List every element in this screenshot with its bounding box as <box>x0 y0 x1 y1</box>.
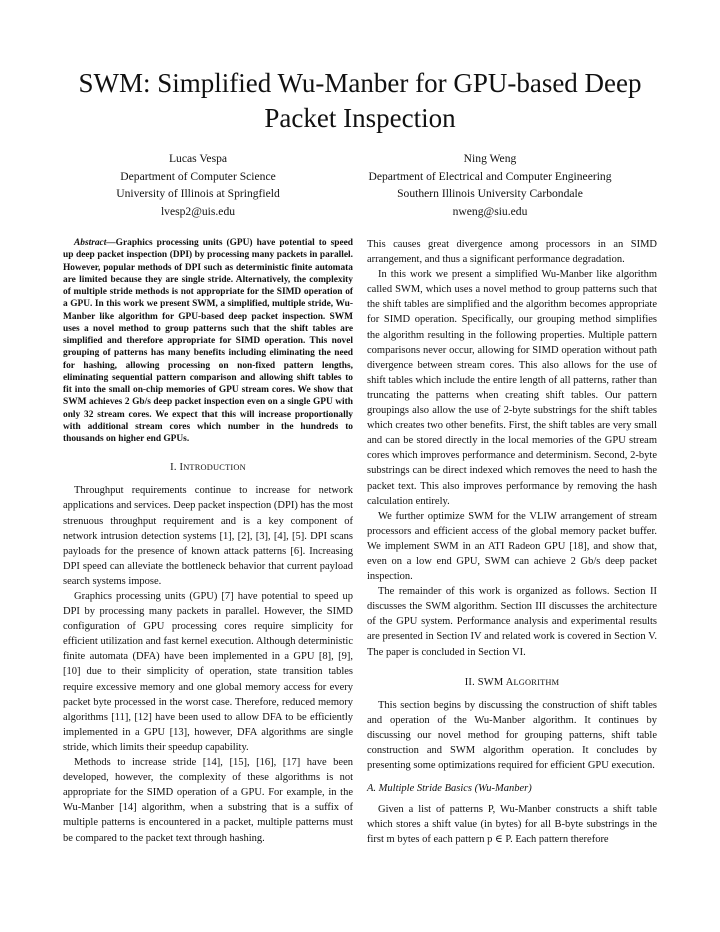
paper-title: SWM: Simplified Wu-Manber for GPU-based Deep Packet Inspection <box>78 68 642 133</box>
author-block-2 <box>320 150 660 220</box>
paragraph: Methods to increase stride [14], [15], [16], [17] have been developed, however, the complexity of these algorithms is not appropriate for the SIMD operation of a GPU. For example, in the Wu-Manber [14] algorithm, when a substring that is a suffix of multiple patterns is encountered in a packet, multiple patterns must be compared to the packet text through hashing. <box>63 757 353 844</box>
paragraph: This section begins by discussing the construction of shift tables and operation of the Wu-Manber algorithm. It continues by discussing our novel method for grouping patterns, shift table construction and SWM algorithm operation. It concludes by presenting some optimizations required for efficient GPU execution. <box>367 699 657 772</box>
section-title-rest: NTRODUCTION <box>183 463 246 473</box>
left-column <box>63 237 353 846</box>
section-number: I. <box>170 462 177 474</box>
paragraph: The remainder of this work is organized as follows. Section II discusses the SWM algorithm. Section III discusses the architecture of the GPU system. Performance analysis and experimental results are presented in Section IV and related work is covered in Section V. The paper is concluded in Section VI. <box>367 586 657 658</box>
abstract <box>63 237 353 445</box>
abstract-label: Abstract <box>74 238 107 248</box>
author-block-1 <box>78 150 318 220</box>
abstract-text: —Graphics processing units (GPU) have potential to speed up deep packet inspection (DPI) by processing many packets in parallel. However, popular methods of DPI such as deterministic finite automata are limited because they are single stride. Alternatively, the complexity of multiple stride methods is not appropriate for the SIMD operation of a GPU. In this work we present SWM, a simplified, multiple stride, Wu-Manber like algorithm for GPU-based deep packet inspection. SWM uses a novel method to group patterns such that the shift tables are simplified and therefore appropriate for SIMD operation. This novel grouping of patterns has many benefits including eliminating the need for hashing, allowing processing on non-fixed pattern lengths, eliminating sequential pattern comparison and allowing shift tables to fit into the small on-chip memories of GPU stream cores. We show that SWM achieves 2 Gb/s deep packet inspection even on a single GPU with only 32 stream cores. We expect that this will increase proportionally with additional stream cores which number in the hundreds to thousands on higher end GPUs. <box>63 238 353 444</box>
right-column <box>367 237 657 848</box>
paragraph: Throughput requirements continue to increase for network applications and services. Deep packet inspection (DPI) has the most strenuous throughput requirement and is a key component of network intrusion detection systems [1], [2], [3], [4], [5]. DPI scans payloads for the presence of known attack patterns [6]. Increasing DPI speed can alleviate the bottleneck behavior that current payload search systems impose. <box>63 485 353 587</box>
section-title-initial: A <box>505 676 514 688</box>
section-title-rest: LGORITHM <box>513 677 560 687</box>
author-institution: University of Illinois at Springfield <box>116 187 280 200</box>
section-number: II. <box>464 676 475 688</box>
section-title-initial: I <box>179 462 184 474</box>
paragraph: We further optimize SWM for the VLIW arrangement of stream processors and efficient access of the global memory packet buffer. We implement SWM in an ATI Radeon GPU [18], and show that, even on a low end GPU, SWM can achieve 2 Gb/s deep packet inspection. <box>367 510 657 583</box>
section-heading-swm-algorithm <box>367 675 657 690</box>
author-department: Department of Computer Science <box>120 169 276 183</box>
author-email: nweng@siu.edu <box>452 204 528 218</box>
paragraph-continuation: This causes great divergence among processors in an SIMD arrangement, and thus a significant performance degradation. <box>367 239 657 266</box>
paragraph: Graphics processing units (GPU) [7] have potential to speed up DPI by processing many packets in parallel. However, the SIMD configuration of GPU processing cores require simplicity for efficient utilization and fast kernel execution. Although deterministic finite automata (DFA) have been implemented in a GPU [8], [9], [10] due to their simplicity of operation, state transition tables require excessive memory and one global memory access for every packet byte processed in the worst case. Therefore, reduced memory algorithms [11], [12] have been used to allow DFA to be efficiently implemented in a GPU [13], however, DFA algorithms are single stride, which limits their speedup capability. <box>63 591 353 753</box>
author-name: Lucas Vespa <box>168 152 228 165</box>
author-department: Department of Electrical and Computer Engineering <box>368 169 612 183</box>
author-email: lvesp2@uis.edu <box>160 204 236 218</box>
paragraph: Given a list of patterns P, Wu-Manber constructs a shift table which stores a shift value (in bytes) for all B-byte substrings in the first m bytes of each pattern p ∈ P. Each pattern therefore <box>367 804 657 846</box>
paragraph: In this work we present a simplified Wu-Manber like algorithm called SWM, which uses a novel method to group patterns such that the shift tables are simplified and the algorithm becomes appropriate for SIMD operation. Specifically, our grouping method simplifies the algorithm resulting in the following properties. Multiple pattern comparisons never occur, allowing for SIMD operation without path divergence between stream cores. This also allows for the use of shift tables which include the entire length of all patterns, rather than truncating the patterns when creating shift tables. Our pattern groupings also allow the use of 2-byte substrings for the shift tables which creates two other benefits. First, the shift tables are very small and can be stored directly in the local memories of the GPU stream cores which improves performance and determinism. Second, 2-byte substrings can be direct indexed which removes the need to hash the packet text. This also improves performance by removing the hash calculation entirely. <box>367 269 657 507</box>
section-title-name: SWM <box>477 676 504 688</box>
section-heading-introduction <box>63 460 353 475</box>
subsection-heading: A. Multiple Stride Basics (Wu-Manber) <box>367 783 532 795</box>
author-institution: Southern Illinois University Carbondale <box>397 187 583 200</box>
author-name: Ning Weng <box>463 152 517 165</box>
